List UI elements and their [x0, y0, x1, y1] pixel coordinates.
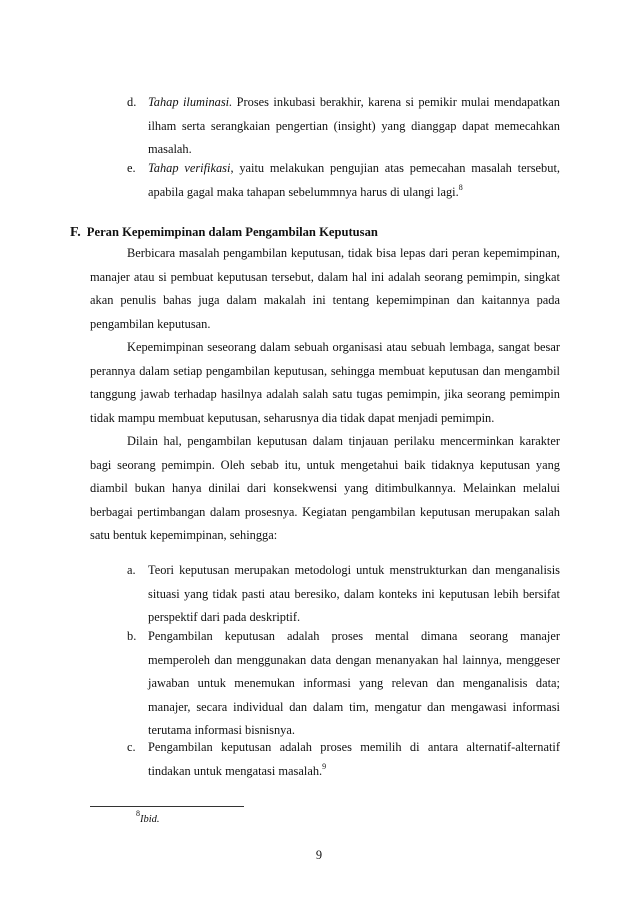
- list-marker-a: a.: [127, 563, 136, 577]
- section-title: Peran Kepemimpinan dalam Pengambilan Keputusan: [86, 225, 378, 239]
- paragraph-3: [90, 430, 560, 548]
- footnote-text: Ibid.: [140, 814, 160, 825]
- list-item-text: , yaitu melakukan pengujian atas pemecahan masalah tersebut, apabila gagal maka tahapan sebelummnya harus di ulangi lagi.: [148, 161, 560, 199]
- list-item-b: [148, 625, 560, 743]
- paragraph-text: Berbicara masalah pengambilan keputusan, tidak bisa lepas dari peran kepemimpinan, manajer atau si pembuat keputusan tersebut, dalam hal ini adalah seorang pemimpin, singkat akan penulis bahas juga dalam makalah ini tentang kepemimpinan dan kaitannya pada pengambilan keputusan.: [90, 246, 560, 331]
- list-marker-e: e.: [127, 161, 136, 175]
- list-item-d: [148, 91, 560, 162]
- footnote-ref: 8: [458, 182, 463, 192]
- footnote: [136, 809, 160, 827]
- footnote-rule: [90, 806, 244, 807]
- list-item-term: Tahap iluminasi.: [148, 95, 233, 109]
- section-letter: F.: [70, 225, 81, 240]
- list-item-term: Tahap verifikasi: [148, 161, 231, 175]
- paragraph-2: [90, 336, 560, 430]
- list-marker-b: b.: [127, 629, 137, 643]
- list-marker-d: d.: [127, 95, 137, 109]
- footnote-ref: 9: [322, 761, 327, 771]
- section-heading: [70, 222, 378, 243]
- list-item-text: Proses inkubasi berakhir, karena si pemikir mulai mendapatkan ilham serta serangkaian pengertian (insight) yang dianggap dapat memecahkan masalah.: [148, 95, 560, 156]
- page-number: 9: [315, 848, 323, 862]
- footnote-number: 8: [136, 809, 140, 818]
- list-marker-c: c.: [127, 740, 136, 754]
- paragraph-text: Dilain hal, pengambilan keputusan dalam tinjauan perilaku mencerminkan karakter bagi seorang pemimpin. Oleh sebab itu, untuk mengetahui baik tidaknya keputusan yang diambil bukan hanya dinilai dari konsekwensi yang ditimbulkannya. Melainkan melalui berbagai pertimbangan dalam prosesnya. Kegiatan pengambilan keputusan merupakan salah satu bentuk kepemimpinan, sehingga:: [90, 434, 560, 542]
- list-item-e: [148, 157, 560, 204]
- list-item-text: Pengambilan keputusan adalah proses mental dimana seorang manajer memperoleh dan menggunakan data dengan menanyakan hal lainnya, menggeser jawaban untuk menemukan informasi yang relevan dan menganalisis data; manajer, secara individual dan dalam tim, mengatur dan mengawasi informasi terutama informasi bisnisnya.: [148, 629, 560, 737]
- paragraph-text: Kepemimpinan seseorang dalam sebuah organisasi atau sebuah lembaga, sangat besar perannya dalam setiap pengambilan keputusan, sehingga membuat keputusan dan mengambil tanggung jawab terhadap hasilnya adalah salah satu tugas pemimpin, jika seorang pemimpin tidak mampu membuat keputusan, seharusnya dia tidak dapat menjadi pemimpin.: [90, 340, 560, 425]
- list-item-a: [148, 559, 560, 630]
- paragraph-1: [90, 242, 560, 336]
- list-item-c: [148, 736, 560, 783]
- list-item-text: Pengambilan keputusan adalah proses memilih di antara alternatif-alternatif tindakan untuk mengatasi masalah.: [148, 740, 560, 778]
- list-item-text: Teori keputusan merupakan metodologi untuk menstrukturkan dan menganalisis situasi yang tidak pasti atau beresiko, dalam konteks ini keputusan lebih bersifat perspektif dari pada deskriptif.: [148, 563, 560, 624]
